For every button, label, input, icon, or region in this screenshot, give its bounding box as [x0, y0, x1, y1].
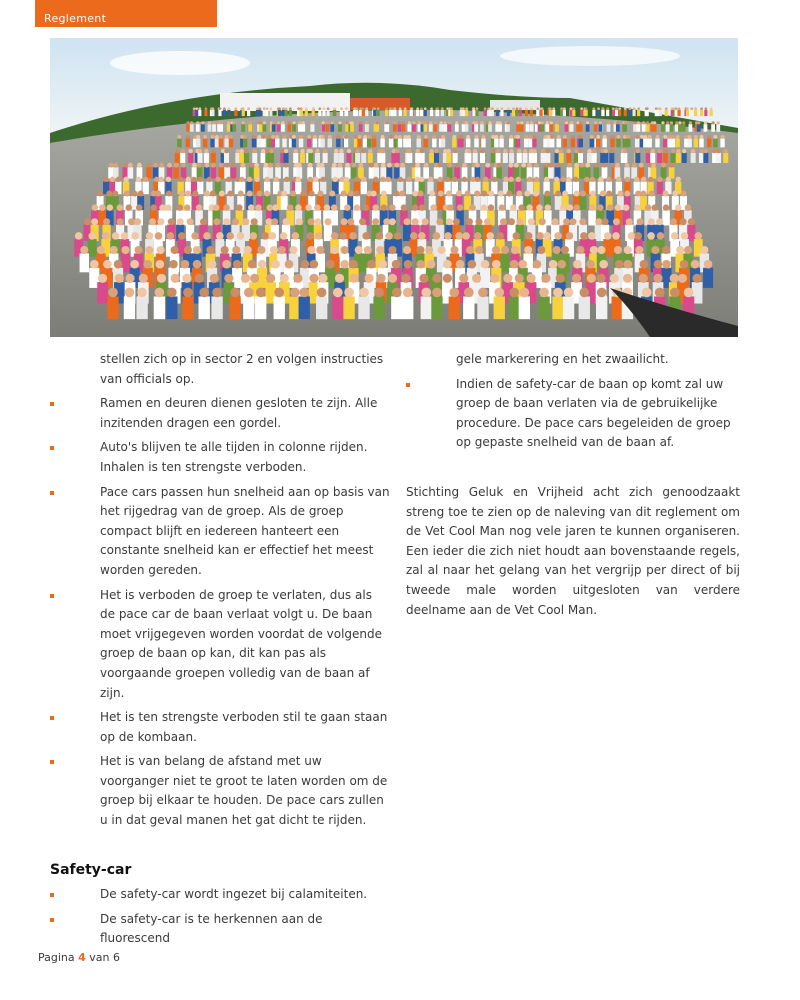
- closing-paragraph: Stichting Geluk en Vrijheid acht zich genoodzaakt streng toe te zien op de naleving van dit reglement om de Vet Cool Man nog vele jaren te kunnen organiseren. Een ieder die zich niet houdt aan bovenstaande regels, zal al naar het gelang van het vergrijp per direct of bij tweede male worden uitgesloten van verdere deelname aan de Vet Cool Man.: [406, 484, 740, 617]
- bullet-item: [50, 910, 390, 949]
- safety-car-heading: Safety-car: [50, 861, 132, 878]
- footer-suffix: van 6: [89, 951, 121, 964]
- bullet-item: [406, 375, 740, 453]
- bullet-text: Indien de safety-car de baan op komt zal uw groep de baan verlaten via de gebruikelijke procedure. De pace cars begeleiden de groep op gepaste snelheid van de baan af.: [456, 376, 731, 450]
- bullet-text: Het is van belang de afstand met uw voorganger niet te groot te laten worden om de groep bij elkaar te houden. De pace cars zullen u in dat geval manen het gat dicht te rijden.: [100, 754, 388, 828]
- bullet-item: [50, 394, 390, 433]
- bullet-marker-icon: [50, 446, 54, 450]
- bullet-marker-icon: [50, 918, 54, 922]
- page-footer: [38, 951, 120, 964]
- bullet-text: De safety-car is te herkennen aan de fluorescend: [100, 911, 323, 946]
- bullet-marker-icon: [406, 383, 410, 387]
- bullet-text: Ramen en deuren dienen gesloten te zijn. Alle inzitenden dragen een gordel.: [100, 396, 378, 430]
- bullet-text: De safety-car wordt ingezet bij calamiteiten.: [100, 887, 368, 902]
- right-column: [406, 350, 740, 620]
- header-tab: [35, 0, 217, 27]
- bullet-marker-icon: [50, 716, 54, 720]
- bullet-marker-icon: [50, 491, 54, 495]
- footer-prefix: Pagina: [38, 951, 75, 964]
- bullet-item: [50, 586, 390, 704]
- bullet-text: Auto's blijven te alle tijden in colonne rijden. Inhalen is ten strengste verboden.: [100, 440, 368, 474]
- left-column: [50, 350, 390, 949]
- bullet-text: Het is ten strengste verboden stil te gaan staan op de kombaan.: [100, 710, 388, 744]
- bullet-item: [50, 708, 390, 747]
- bullet-text: Pace cars passen hun snelheid aan op basis van het rijgedrag van de groep. Als de groep compact blijft en iedereen hanteert een constante snelheid kan er effectief het meest worden gereden.: [100, 484, 390, 577]
- bullet-marker-icon: [50, 893, 54, 897]
- bullet-item: [50, 483, 390, 581]
- section-label: Reglement: [44, 12, 107, 25]
- bullet-item: [50, 438, 390, 477]
- group-photo: [50, 38, 738, 337]
- bullet-marker-icon: [50, 594, 54, 598]
- left-continuation-text: stellen zich op in sector 2 en volgen instructies van officials op.: [100, 352, 384, 386]
- bullet-item: [50, 885, 390, 905]
- bullet-marker-icon: [50, 760, 54, 764]
- page-number: 4: [78, 951, 86, 964]
- bullet-marker-icon: [50, 402, 54, 406]
- bullet-text: Het is verboden de groep te verlaten, dus als de pace car de baan verlaat volgt u. De baan moet vrijgegeven worden voordat de volgende groep de baan op kan, dit kan pas als voorgaande groepen volledig van de baan af zijn.: [100, 587, 383, 700]
- right-continuation-text: gele markerering en het zwaailicht.: [456, 352, 669, 366]
- bullet-item: [50, 752, 390, 830]
